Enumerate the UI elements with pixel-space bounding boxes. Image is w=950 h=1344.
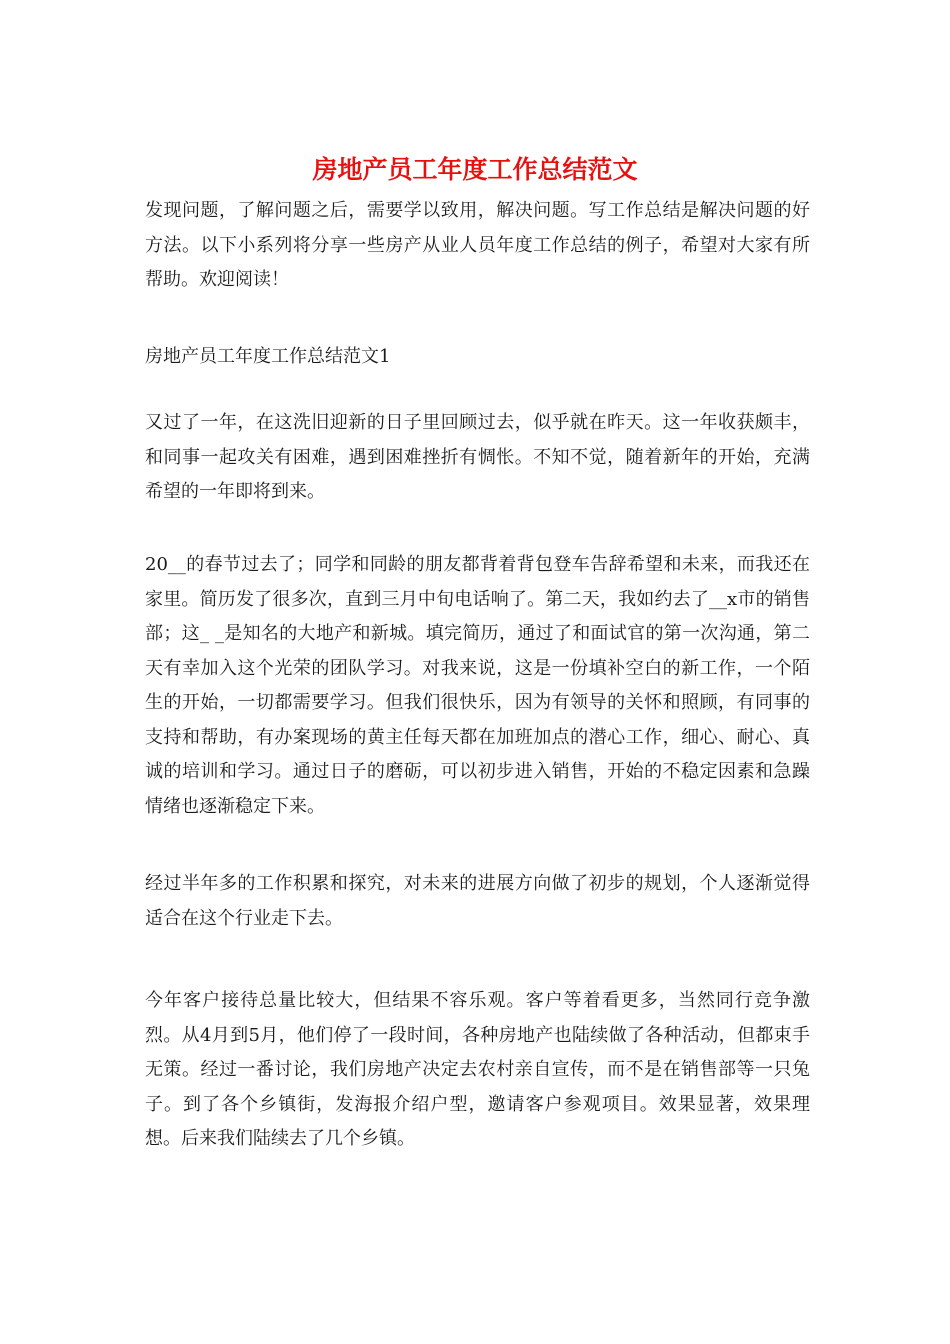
document-title: 房地产员工年度工作总结范文 xyxy=(312,155,638,184)
body-paragraph: 今年客户接待总量比较大，但结果不容乐观。客户等着看更多，当然同行竞争激烈。从4月到5月，他们停了一段时间，各种房地产也陆续做了各种活动，但都束手无策。经过一番讨论，我们房地产决定去农村亲自宣传，而不是在销售部等一只兔子。到了各个乡镇街，发海报介绍户型，邀请客户参观项目。效果显著，效果理想。后来我们陆续去了几个乡镇。 xyxy=(145,990,810,1149)
body-paragraph: 经过半年多的工作积累和探究，对未来的进展方向做了初步的规划，个人逐渐觉得适合在这个行业走下去。 xyxy=(145,873,810,929)
section-heading: 房地产员工年度工作总结范文1 xyxy=(145,346,391,367)
body-paragraph: 又过了一年，在这洗旧迎新的日子里回顾过去，似乎就在昨天。这一年收获颇丰，和同事一起攻关有困难，遇到困难挫折有惆怅。不知不觉，随着新年的开始，充满希望的一年即将到来。 xyxy=(145,412,810,502)
body-paragraph: 20__的春节过去了；同学和同龄的朋友都背着背包登车告辞希望和未来，而我还在家里。简历发了很多次，直到三月中旬电话响了。第二天，我如约去了__x市的销售部；这_ _是知名的大地产和新城。填完简历，通过了和面试官的第一次沟通，第二天有幸加入这个光荣的团队学习。对我来说，这是一份填补空白的新工作，一个陌生的开始，一切都需要学习。但我们很快乐，因为有领导的关怀和照顾，有同事的支持和帮助，有办案现场的黄主任每天都在加班加点的潜心工作，细心、耐心、真诚的培训和学习。通过日子的磨砺，可以初步进入销售，开始的不稳定因素和急躁情绪也逐渐稳定下来。 xyxy=(145,554,810,817)
intro-paragraph: 发现问题，了解问题之后，需要学以致用，解决问题。写工作总结是解决问题的好方法。以下小系列将分享一些房产从业人员年度工作总结的例子，希望对大家有所帮助。欢迎阅读！ xyxy=(145,200,810,290)
